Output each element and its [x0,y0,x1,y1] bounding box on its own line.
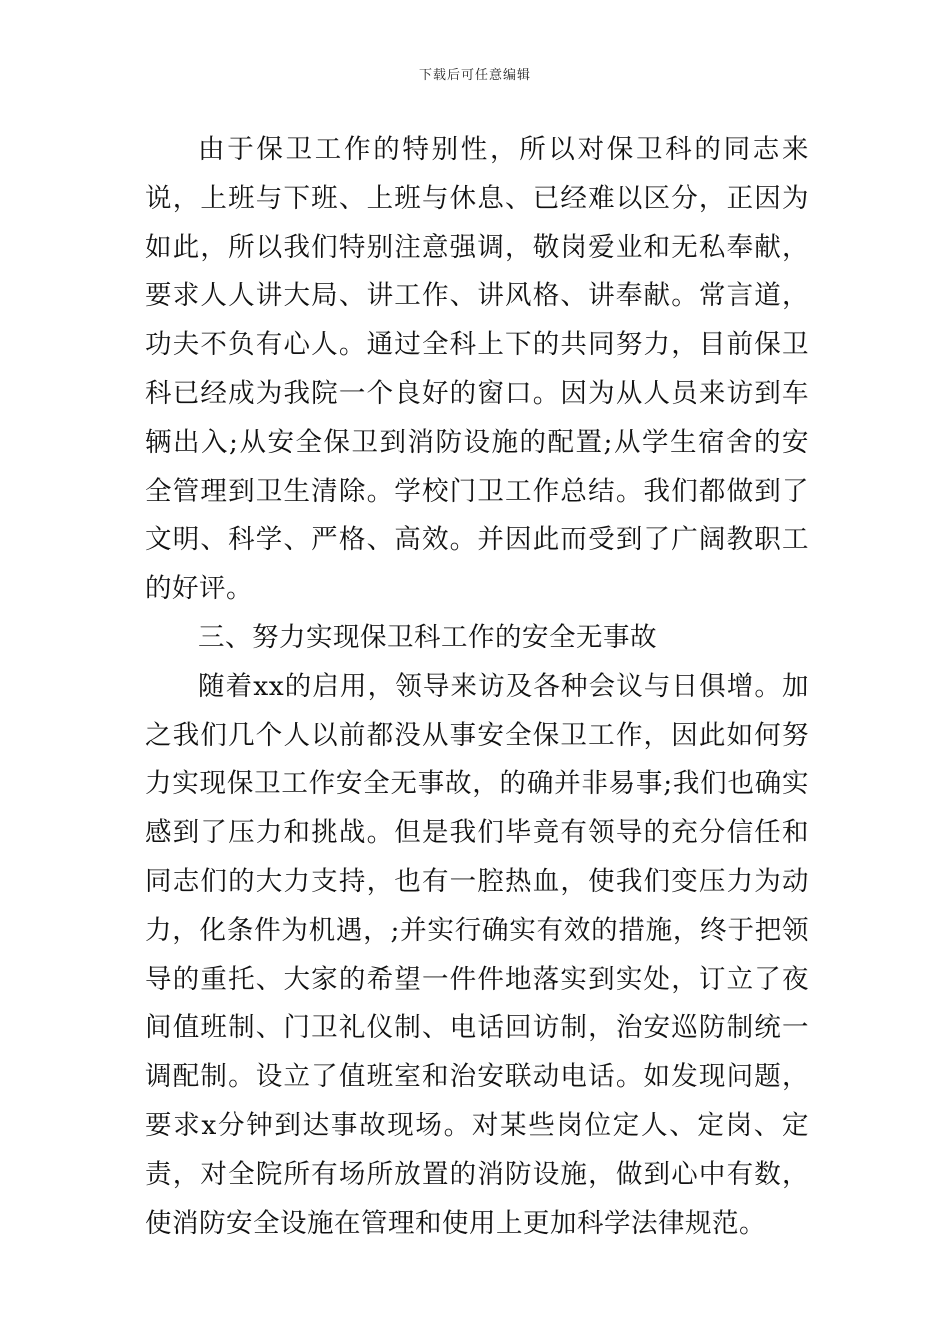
document-body [145,126,809,1248]
paragraph-body-1: 由于保卫工作的特别性，所以对保卫科的同志来说，上班与下班、上班与休息、已经难以区分，正因为如此，所以我们特别注意强调，敬岗爱业和无私奉献，要求人人讲大局、讲工作、讲风格、讲奉献。常言道，功夫不负有心人。通过全科上下的共同努力，目前保卫科已经成为我院一个良好的窗口。因为从人员来访到车辆出入;从安全保卫到消防设施的配置;从学生宿舍的安全管理到卫生清除。学校门卫工作总结。我们都做到了文明、科学、严格、高效。并因此而受到了广阔教职工的好评。 [145,134,809,605]
page-header: 下载后可任意编辑 [418,68,531,83]
paragraph-body-2: 随着xx的启用，领导来访及各种会议与日俱增。加之我们几个人以前都没从事安全保卫工作，因此如何努力实现保卫工作安全无事故，的确并非易事;我们也确实感到了压力和挑战。但是我们毕竟有领导的充分信任和同志们的大力支持，也有一腔热血，使我们变压力为动力，化条件为机遇，;并实行确实有效的措施，终于把领导的重托、大家的希望一件件地落实到实处，订立了夜间值班制、门卫礼仪制、电话回访制，治安巡防制统一调配制。设立了值班室和治安联动电话。如发现问题，要求x分钟到达事故现场。对某些岗位定人、定岗、定责，对全院所有场所放置的消防设施，做到心中有数，使消防安全设施在管理和使用上更加科学法律规范。 [145,670,809,1239]
section-heading: 三、努力实现保卫科工作的安全无事故 [198,621,657,653]
